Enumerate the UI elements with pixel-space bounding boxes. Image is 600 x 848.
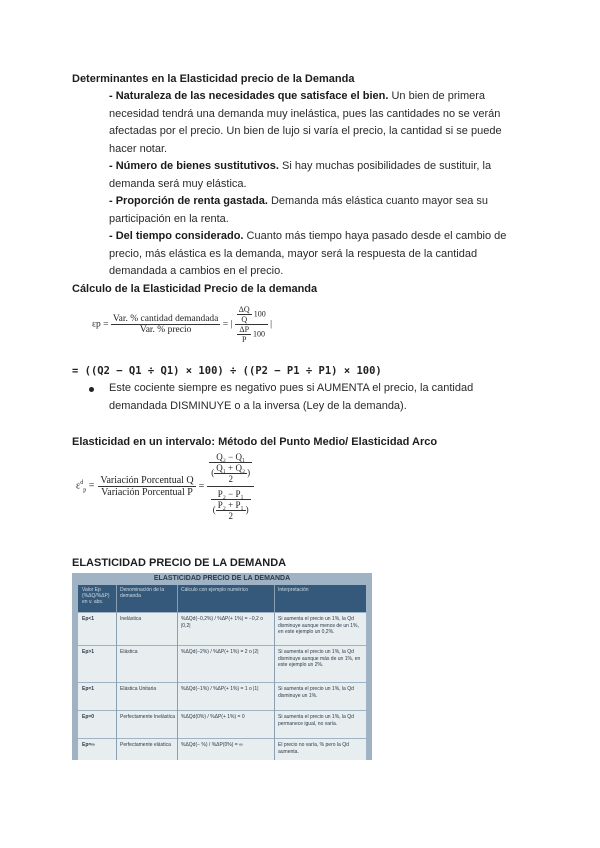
determinant-item: - Número de bienes sustitutivos. Si hay muchas posibilidades de sustituir, la demanda será muy elástica. xyxy=(109,160,492,190)
table-divider xyxy=(274,585,275,760)
law-of-demand-bullet: Este cociente siempre es negativo pues si AUMENTA el precio, la cantidad demandada DISMINUYE o a la inversa (Ley de la demanda). xyxy=(89,380,529,415)
section2-title: Cálculo de la Elasticidad Precio de la demanda xyxy=(72,283,318,295)
table-header-cell: Cálculo con ejemplo numérico xyxy=(181,587,248,593)
elasticity-formula-expanded: = ((Q2 − Q1 ÷ Q1) × 100) ÷ ((P2 − P1 ÷ P1) × 100) xyxy=(72,365,382,377)
determinant-item: - Proporción de renta gastada. Demanda más elástica cuanto mayor sea su participación en la renta. xyxy=(109,195,489,225)
section3-title: Elasticidad en un intervalo: Método del Punto Medio/ Elasticidad Arco xyxy=(72,436,438,448)
section1-title: Determinantes en la Elasticidad precio de la Demanda xyxy=(72,73,355,85)
table-row: Ep=∞ Perfectamente elástica %ΔQd(− %) / %ΔP(0%) = ∞ El precio no varía, % pero la Qd aumenta. xyxy=(78,738,366,760)
table-header-cell: Denominación de la demanda xyxy=(120,587,165,599)
table-divider xyxy=(116,585,117,760)
section4-title: ELASTICIDAD PRECIO DE LA DEMANDA xyxy=(72,557,287,569)
table-row: Ep=1 Elástica Unitaria %ΔQd(−1%) / %ΔP(+ 1%) = 1 o |1| Si aumenta el precio un 1%, la Qd disminuye un 1%. xyxy=(78,682,366,711)
determinant-item: - Naturaleza de las necesidades que satisface el bien. Un bien de primera necesidad tendrá una demanda muy inelástica, pues las cantidades no se verán afectadas por el precio. Un bien de lujo si varía el precio, la cantidad si se puede hacer notar. xyxy=(109,90,502,155)
table-row: Ep=0 Perfectamente Inelástica %ΔQd(0%) / %ΔP(+ 1%) = 0 Si aumenta el precio un 1%, la Qd permanece igual, no varía. xyxy=(78,710,366,739)
elasticity-formula: εp = $\frac{\text{Var. \% cantidad demandada}}{\text{Var. \% precio}}$ = | $\frac{\Delta Q}{Q}$ 100 $\frac{\Delta P}{P}$ 100 | xyxy=(92,305,272,344)
bullet-icon xyxy=(89,387,94,392)
table-header-cell: Interpretación xyxy=(278,587,309,593)
table-row: Ep>1 Elástica %ΔQd(−2%) / %ΔP(+ 1%) = 2 o |2| Si aumenta el precio un 1%, la Qd disminuye aunque más de un 1%, en este ejemplo un 2%. xyxy=(78,645,366,683)
table-row: Ep<1 Inelástica %ΔQd(−0,2%) / %ΔP(+ 1%) = −0,2 o |0,2| Si aumenta el precio un 1%, la Qd disminuye aunque menos de un 1%, en este ejemplo un 0,2%. xyxy=(78,612,366,646)
determinant-item: - Del tiempo considerado. Cuanto más tiempo haya pasado desde el cambio de precio, más elástica es la demanda, mayor será la respuesta de la cantidad demandada a cambios en el precio. xyxy=(109,230,507,277)
table-header xyxy=(78,585,366,612)
table-header-cell: Valor Ep (%ΔQ/%ΔP) en v. abs. xyxy=(82,587,110,605)
table-divider xyxy=(177,585,178,760)
arc-elasticity-formula: $\varepsilon^d_p$ = $\frac{\text{Variación Porcentual Q}}{\text{Variación Porcentual P}}$ = Q₂ − Q₁ ( $\frac{\text{Q₁ + Q₂}}{2}$ ) P₂ − P₁ ( $\frac{\text{P₂ + P₁}}{2}$ ) xyxy=(76,452,254,521)
elasticity-table xyxy=(72,573,372,760)
table-title: ELASTICIDAD PRECIO DE LA DEMANDA xyxy=(153,575,291,582)
determinants-list xyxy=(109,88,527,281)
